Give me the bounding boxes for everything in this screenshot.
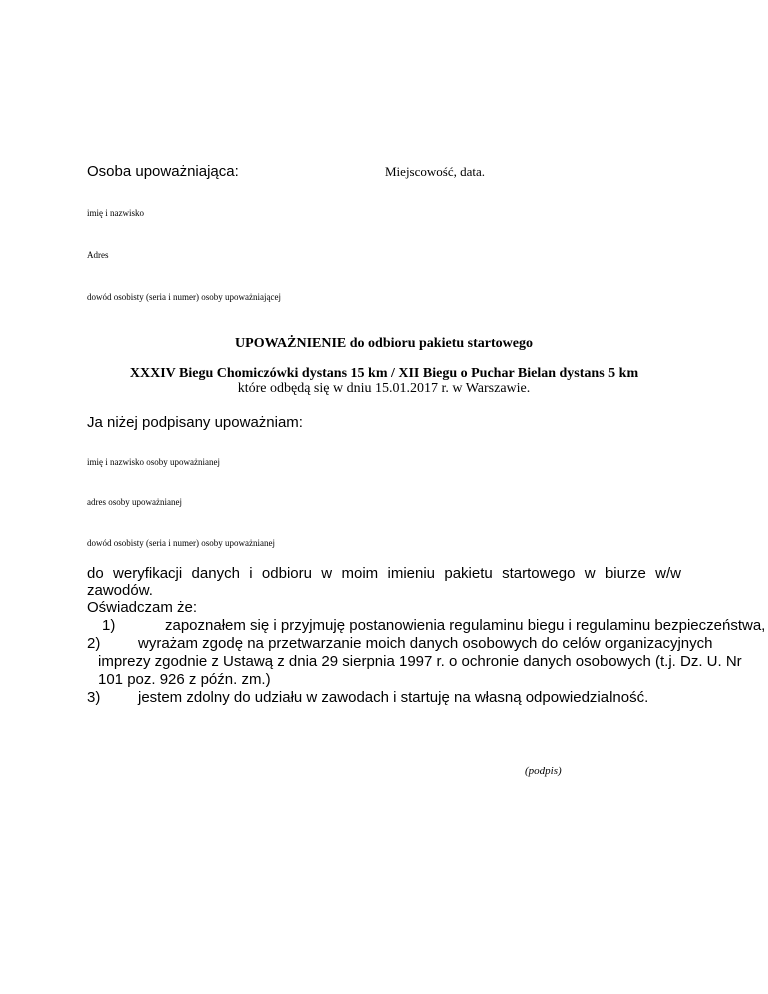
grantor-label: Osoba upoważniająca: xyxy=(87,163,239,180)
grantee-address-field: adres osoby upoważnianej xyxy=(87,497,182,507)
event-name: XXXIV Biegu Chomiczówki dystans 15 km / XII Biegu o Puchar Bielan dystans 5 km xyxy=(129,366,639,381)
declaration-item-2-text: wyrażam zgodę na przetwarzanie moich danych osobowych do celów organizacyjnych xyxy=(138,635,713,652)
document-title: UPOWAŻNIENIE do odbioru pakietu startowego xyxy=(235,336,533,351)
declaration-item-2-cont2: 101 poz. 926 z późn. zm.) xyxy=(98,671,271,688)
grantor-id-field: dowód osobisty (seria i numer) osoby upoważniającej xyxy=(87,292,281,302)
grantor-name-field: imię i nazwisko xyxy=(87,208,144,218)
grantor-address-field: Adres xyxy=(87,250,109,260)
declaration-item-1-num: 1) xyxy=(102,617,116,634)
place-date-label: Miejscowość, data. xyxy=(385,164,486,179)
signature-label: (podpis) xyxy=(525,765,562,777)
declaration-item-2-cont1: imprezy zgodnie z Ustawą z dnia 29 sierpnia 1997 r. o ochronie danych osobowych (t.j. Dz. U. Nr xyxy=(98,653,742,670)
declaration-heading: Oświadczam że: xyxy=(87,599,198,616)
declaration-item-1-text: zapoznałem się i przyjmuję postanowienia regulaminu biegu i regulaminu bezpieczeństwa, xyxy=(165,617,766,634)
authorize-intro: Ja niżej podpisany upoważniam: xyxy=(87,414,303,431)
declaration-item-2-num: 2) xyxy=(87,635,101,652)
purpose-statement: do weryfikacji danych i odbioru w moim imieniu pakietu startowego w biurze w/w zawodów. xyxy=(87,565,681,599)
declaration-item-3-num: 3) xyxy=(87,689,101,706)
grantee-id-field: dowód osobisty (seria i numer) osoby upoważnianej xyxy=(87,538,275,548)
grantee-name-field: imię i nazwisko osoby upoważnianej xyxy=(87,457,220,467)
declaration-item-3-text: jestem zdolny do udziału w zawodach i startuję na własną odpowiedzialność. xyxy=(138,689,649,706)
event-date-line: które odbędą się w dniu 15.01.2017 r. w Warszawie. xyxy=(237,381,531,396)
